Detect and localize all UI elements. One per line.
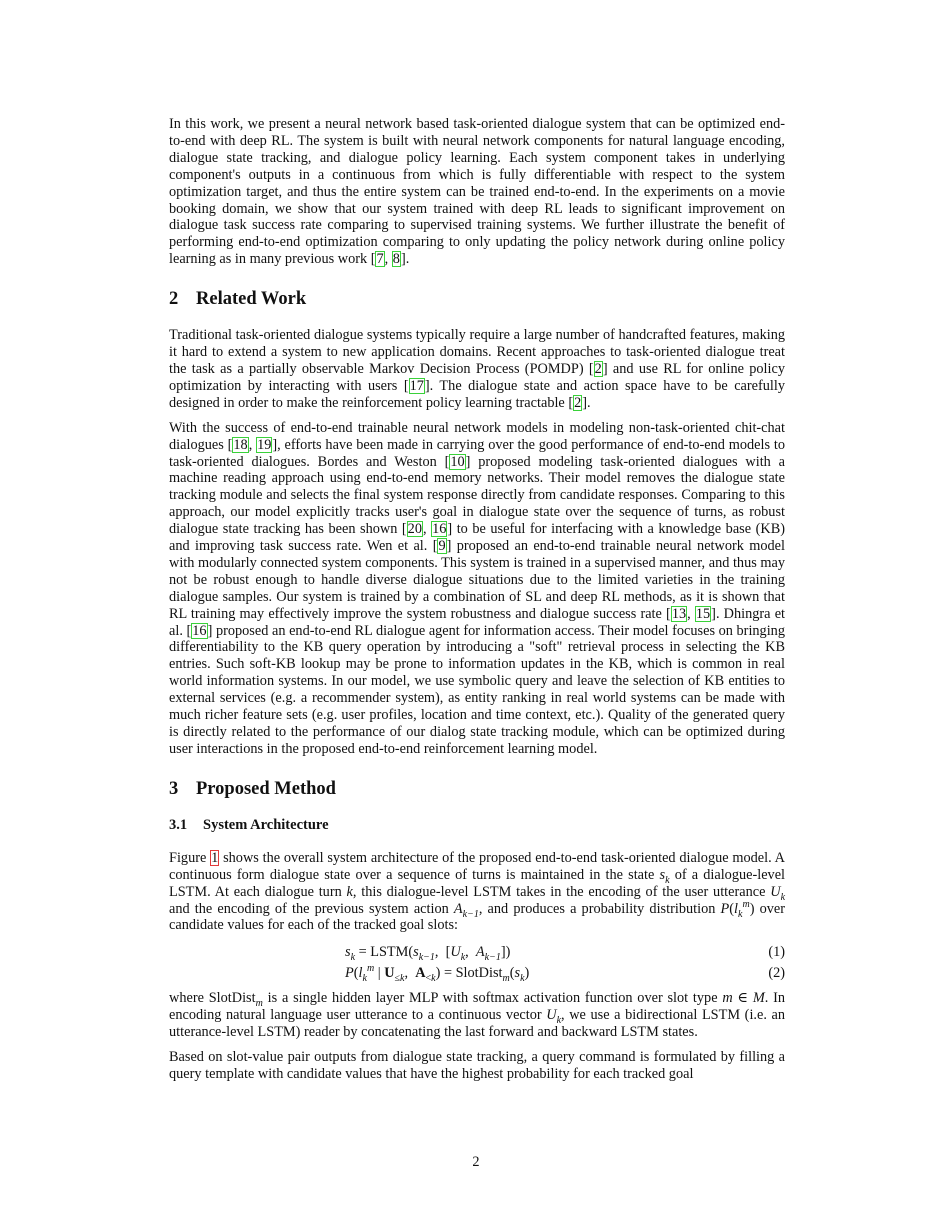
section-heading-proposed-method: 3 Proposed Method [169, 778, 336, 799]
citation-link[interactable]: 2 [574, 394, 582, 411]
section-heading-related-work: 2 Related Work [169, 289, 307, 310]
equation-number: (1) [768, 944, 785, 961]
citation-link[interactable]: 15 [695, 605, 711, 622]
citation-link[interactable]: 10 [450, 453, 465, 470]
equation-number: (2) [768, 965, 785, 982]
equation-2: $P(l_k^m$ | $U_{\le k}$, $A_{<k}$) = $SlotDist_m(s_k)$ (2) [345, 963, 785, 985]
citation-link[interactable]: 19 [257, 436, 272, 453]
citation-link[interactable]: 18 [233, 436, 248, 453]
page-number: 2 [472, 1154, 480, 1170]
subsection-heading-system-architecture: 3.1 System Architecture [169, 816, 329, 833]
equation-1: $s_k$ = $LSTM(s_{k-1}$, [$U_k$, $A_{k-1}$]) (1) [345, 944, 785, 964]
citation-link[interactable]: 9 [438, 538, 446, 555]
citation-link[interactable]: 13 [671, 605, 687, 622]
citation-link[interactable]: 17 [409, 377, 424, 394]
citation-link[interactable]: 20 [407, 521, 422, 538]
citation-link[interactable]: 8 [392, 251, 400, 268]
equation-block [169, 942, 785, 984]
system-architecture-paragraph-3: Based on slot-value pair outputs from dialogue state tracking, a query command is formulated by filling a query template with candidate values that have the highest probability for each tracked goal [169, 1049, 785, 1082]
citation-link[interactable]: 7 [376, 251, 384, 268]
citation-link[interactable]: 16 [432, 521, 447, 538]
related-work-paragraph-1: Traditional task-oriented dialogue systems typically require a large number of handcrafted features, making it hard to extend a system to new application domains. Recent approaches to task-oriented dialogue treat the task as a partially observable Markov Decision Process (POMDP) [2] and use RL for online policy optimization by interacting with users [17]. The dialogue state and action space have to be carefully designed in order to make the reinforcement policy learning tractable [2]. [169, 327, 785, 411]
citation-link[interactable]: 2 [594, 360, 602, 377]
related-work-paragraph-2: With the success of end-to-end trainable neural network models in modeling non-task-oriented chit-chat dialogues [18, 19], efforts have been made in carrying over the good performance of end-to-end models to task-oriented dialogues. Bordes and Weston [10] proposed modeling task-oriented dialogues with a machine reading approach using end-to-end memory networks. Their model removes the dialogue state tracking module and selects the final system response directly from candidate responses. Comparing to this approach, our model explicitly tracks user's goal in dialogue state over the sequence of turns, as robust dialogue state tracking has been shown [20, 16] to be useful for interfacing with a knowledge base (KB) and improving task success rate. Wen et al. [9] proposed an end-to-end trainable neural network model with modularly connected system components. This system is trained in a supervised manner, and thus may not be robust enough to handle diverse dialogue situations due to the limited varieties in the training dialogue samples. Our system is trained by a combination of SL and deep RL methods, as it is shown that RL training may effectively improve the system robustness and dialogue success rate [13, 15]. Dhingra et al. [16] proposed an end-to-end RL dialogue agent for information access. Their model focuses on bringing differentiability to the KB query operation by introducing a "soft" retrieval process in selecting the KB entries. Such soft-KB lookup may be prone to information updates in the KB, which is common in real world information systems. In our model, we use symbolic query and leave the selection of KB entities to external services (e.g. a recommender system), as entity ranking in real world systems can be made with much richer feature sets (e.g. user profiles, location and time context, etc.). Quality of the generated query is directly related to the performance of our dialog state tracking module, which can be optimized during user interactions in the proposed end-to-end reinforcement learning model. [169, 419, 786, 757]
system-architecture-paragraph-2: where SlotDist$_m$ is a single hidden layer MLP with softmax activation function over slot type m ∈ M. In encoding natural language user utterance to a continuous vector $U_k$, we use a bidirectional LSTM (i.e. an utterance-level LSTM) reader by concatenating the last forward and backward LSTM states. [169, 990, 786, 1041]
figure-ref-link[interactable]: 1 [211, 849, 219, 866]
citation-link[interactable]: 16 [192, 622, 207, 639]
paper-page [169, 116, 785, 1091]
system-architecture-paragraph-1: Figure 1 shows the overall system architecture of the proposed end-to-end task-oriented dialogue model. A continuous form dialogue state over a sequence of turns is maintained in the state $s_k$ of a dialogue-level LSTM. At each dialogue turn k, this dialogue-level LSTM takes in the encoding of the user utterance $U_k$ and the encoding of the previous system action $A_{k-1}$, and produces a probability distribution $P(l_k^m)$ over candidate values for each of the tracked goal slots: [169, 849, 786, 934]
intro-paragraph: In this work, we present a neural network based task-oriented dialogue system that can be optimized end-to-end with deep RL. The system is built with neural network components for natural language encoding, dialogue state tracking, and dialogue policy learning. Each system component takes in underlying component's outputs in a continuous from which is fully differentiable with respect to the system optimization target, and thus the entire system can be trained end-to-end. In the experiments on a movie booking domain, we show that our system trained with deep RL leads to significant improvement on dialogue task success rate comparing to supervised training systems. We further illustrate the benefit of performing end-to-end optimization comparing to only updating the policy network during online policy learning as in many previous work [7, 8]. [169, 116, 785, 268]
